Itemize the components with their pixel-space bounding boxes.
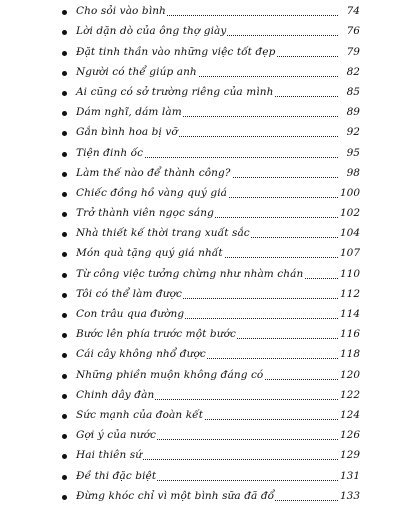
toc-entry-title: Chinh dây đàn [76,388,155,401]
toc-entry-title: Gắn bình hoa bị vỡ [76,126,178,139]
bullet-icon [62,273,67,278]
toc-entry-page-number: 126 [339,429,360,442]
toc-entry-page-number: 124 [339,408,360,421]
toc-entry-title: Con trâu qua đường [76,308,185,320]
toc-entry-title: Ai cũng có sở trường riêng của mình [76,85,274,98]
bullet-icon [62,30,67,35]
toc-entry-page-number: 118 [339,348,360,361]
toc-entry [62,464,360,484]
bullet-icon [62,293,67,298]
toc-entry-title: Làm thế nào để thành công? [76,166,231,179]
bullet-icon [62,152,67,157]
toc-entry [62,81,360,101]
toc-entry-title: Đừng khóc chỉ vì một bình sữa đã đổ [76,489,275,502]
toc-entry-page-number: 112 [339,287,360,300]
toc-entry [62,444,360,464]
toc-entry-page-number: 82 [346,65,360,78]
toc-entry-title: Trở thành viên ngọc sáng [76,207,214,220]
toc-entry-page-number: 95 [346,146,360,159]
toc-entry-page-number: 129 [339,449,360,462]
toc-entry-page-number: 120 [339,368,360,381]
toc-entry-title: Đặt tinh thần vào những việc tốt đẹp [76,45,276,58]
toc-entry [62,182,360,202]
bullet-icon [62,131,67,136]
toc-entry [62,485,360,505]
toc-entry-page-number: 116 [339,328,360,341]
toc-entry-title: Lời dặn dò của ông thợ giày [76,25,227,38]
bullet-icon [62,374,67,379]
toc-entry-title: Từ công việc tưởng chừng như nhàm chán [76,267,304,280]
toc-entry-title: Sức mạnh của đoàn kết [76,408,204,421]
bullet-icon [62,394,67,399]
toc-entry-page-number: 98 [346,166,360,179]
toc-entry-page-number: 74 [346,5,360,18]
bullet-icon [62,434,67,439]
toc-entry-title: Cho sỏi vào bình [76,5,166,18]
toc-entry [62,40,360,60]
toc-entry-page-number: 100 [339,186,360,199]
bullet-icon [62,353,67,358]
toc-entry [62,20,360,40]
toc-entry [62,384,360,404]
toc-entry [62,101,360,121]
bullet-icon [62,10,67,15]
toc-entry [62,141,360,161]
toc-entry-title: Người có thể giúp anh [76,65,197,78]
bullet-icon [62,212,67,217]
bullet-icon [62,333,67,338]
bullet-icon [62,475,67,480]
bullet-icon [62,495,67,500]
toc-entry [62,303,360,323]
bullet-icon [62,111,67,116]
toc-entry [62,363,360,383]
toc-entry [62,424,360,444]
toc-entry [62,343,360,363]
toc-entry-title: Tôi có thể làm được [76,287,183,300]
toc-entry [62,262,360,282]
toc-entry-page-number: 102 [339,207,360,220]
bullet-icon [62,71,67,76]
bullet-icon [62,454,67,459]
bullet-icon [62,51,67,56]
toc-entry-page-number: 89 [346,106,360,119]
toc-entry-page-number: 133 [339,489,360,502]
toc-entry-page-number: 85 [346,85,360,98]
bullet-icon [62,414,67,419]
toc-entry [62,283,360,303]
bullet-icon [62,313,67,318]
toc-entry-title: Chiếc đồng hồ vàng quý giá [76,186,228,199]
toc-entry-page-number: 92 [346,126,360,139]
toc-entry-title: Tiện đinh ốc [76,146,144,159]
toc-entry [62,242,360,262]
toc-entry [62,61,360,81]
toc-entry-page-number: 114 [339,308,360,320]
toc-entry-title: Nhà thiết kế thời trang xuất sắc [76,227,250,240]
toc-entry-title: Dám nghĩ, dám làm [76,106,182,119]
toc-entry-page-number: 131 [339,469,360,482]
toc-entry-page-number: 79 [346,45,360,58]
toc-entry-title: Cái cây không nhổ được [76,348,206,361]
toc-entry-page-number: 110 [339,267,360,280]
toc-entry-title: Món quà tặng quý giá nhất [76,247,223,260]
toc-entry-title: Những phiền muộn không đáng có [76,368,264,381]
toc-entry-page-number: 104 [339,227,360,240]
toc-entry [62,202,360,222]
toc-entry-title: Đề thi đặc biệt [76,469,157,482]
toc-entry [62,222,360,242]
toc-entry [62,404,360,424]
bullet-icon [62,91,67,96]
toc-entry-page-number: 122 [339,388,360,401]
toc-entry-title: Gợi ý của nước [76,429,157,442]
bullet-icon [62,172,67,177]
toc-entry-page-number: 107 [339,247,360,260]
toc-entry [62,0,360,20]
toc-entry-title: Bước lên phía trước một bước [76,328,236,341]
toc-entry [62,323,360,343]
toc-entry-page-number: 76 [346,25,360,38]
toc-entry-title: Hai thiên sứ [76,449,143,462]
table-of-contents [62,0,360,505]
bullet-icon [62,192,67,197]
toc-entry [62,162,360,182]
bullet-icon [62,232,67,237]
bullet-icon [62,252,67,257]
toc-entry [62,121,360,141]
